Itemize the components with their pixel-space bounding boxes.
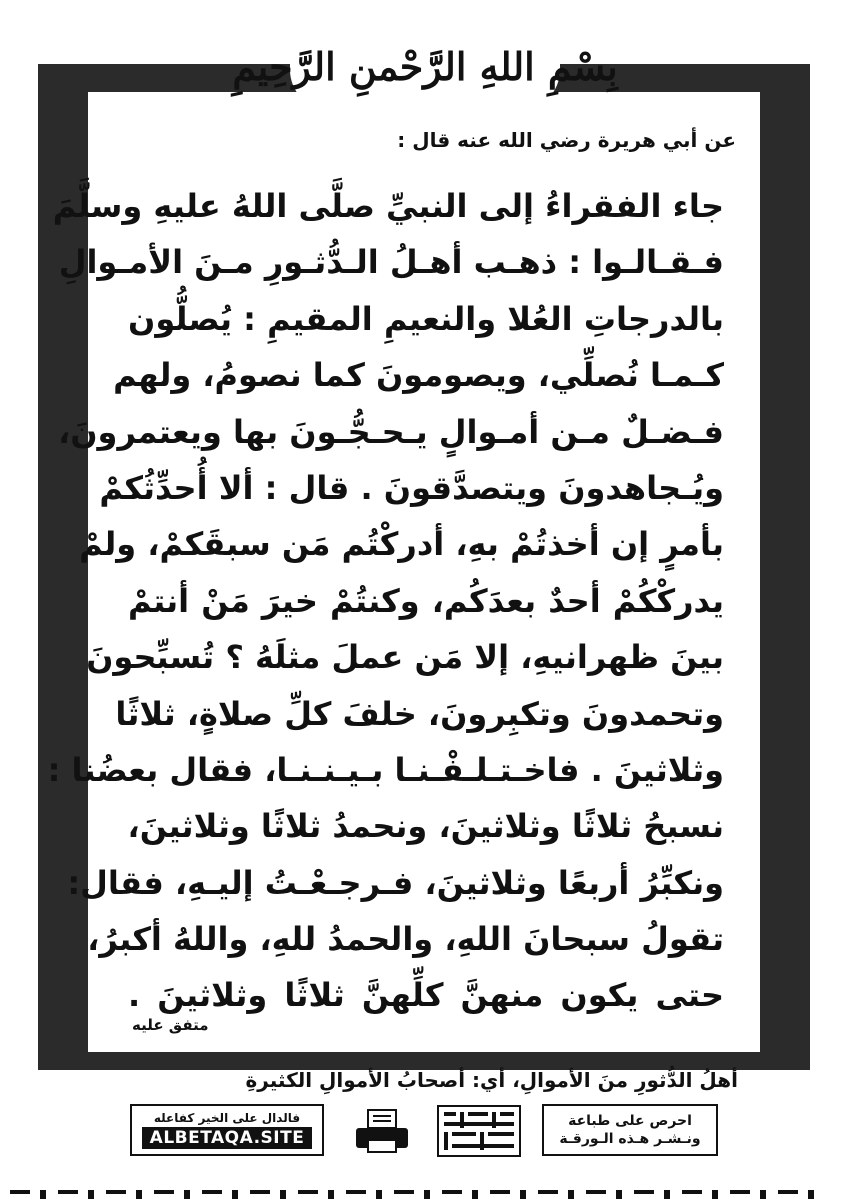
hadith-line: وثلاثينَ . فاخـتـلـفْـنـا بـيـنـنـا، فقال بعضُنا :	[47, 750, 724, 789]
basmala-text: بِسْمِ اللهِ الرَّحْمنِ الرَّحِيمِ	[232, 43, 618, 89]
hadith-line: فـقـالـوا : ذهـب أهـلُ الـدُّثـورِ مـنَ الأمـوالِ	[58, 243, 724, 282]
hadith-line: وتحمدونَ وتكبِرونَ، خلفَ كلِّ صلاةٍ، ثلاثًا	[115, 694, 724, 733]
hadith-line: ونكبِّرُ أربعًا وثلاثينَ، فـرجـعْـتُ إليـهِ، فقال:	[67, 863, 724, 902]
hadith-line: نسبحُ ثلاثًا وثلاثينَ، ونحمدُ ثلاثًا وثلاثينَ،	[127, 807, 724, 846]
site-box	[130, 1104, 324, 1156]
footer-slogan: فالدال على الخير كفاعله	[153, 1111, 301, 1125]
hadith-line: تقولُ سبحانَ اللهِ، والحمدُ للهِ، واللهُ أكبرُ،	[87, 920, 724, 959]
hadith-text	[47, 178, 724, 1024]
hadith-line: حتى يكون منهنَّ كلِّهنَّ ثلاثًا وثلاثينَ .	[128, 976, 724, 1015]
hadith-line: بالدرجاتِ العُلا والنعيمِ المقيمِ : يُصلُّون	[128, 299, 724, 338]
hadith-line: بأمرٍ إن أخذتُمْ بهِ، أدركْتُم مَن سبقَكمْ، ولمْ	[79, 525, 724, 564]
hadith-line: بينَ ظهرانيهِ، إلا مَن عملَ مثلَهُ ؟ تُسبِّحونَ	[86, 638, 724, 677]
print-reminder-line: احرص على طباعة	[568, 1113, 692, 1129]
footer	[130, 1104, 718, 1158]
print-reminder-box	[542, 1104, 718, 1156]
site-url[interactable]: ALBETAQA.SITE	[142, 1127, 313, 1149]
hadith-line: جاء الفقراءُ إلى النبيِّ صلَّى اللهُ عليهِ وسلَّمَ	[52, 187, 724, 225]
printer-icon	[352, 1108, 412, 1154]
hadith-line: كـمـا نُصلِّي، ويصومونَ كما نصومُ، ولهم	[113, 356, 724, 395]
glossary-note: أهلُ الدُّثورِ منَ الأموالِ، أي: أصحابُ الأموالِ الكثيرةِ	[245, 1068, 738, 1092]
hadith-line: فـضـلٌ مـن أمـوالٍ يـحـجُّـونَ بها ويعتمرونَ،	[58, 412, 724, 451]
print-reminder-line: ونـشـر هـذه الـورقـة	[559, 1131, 701, 1147]
narrator-line: عن أبي هريرة رضي الله عنه قال :	[397, 128, 736, 152]
hadith-line: يدركْكُمْ أحدٌ بعدَكُم، وكنتُمْ خيرَ مَنْ أنتمْ	[128, 581, 724, 620]
logo	[434, 1104, 524, 1158]
source-reference: متفق عليه	[132, 1016, 209, 1034]
bottom-border-pattern	[0, 1186, 848, 1199]
logo-mark	[434, 1104, 524, 1158]
hadith-line: ويُـجاهدونَ ويتصدَّقونَ . قال : ألا أُحدِّثُكمْ	[99, 468, 724, 507]
basmala-banner	[232, 22, 618, 110]
